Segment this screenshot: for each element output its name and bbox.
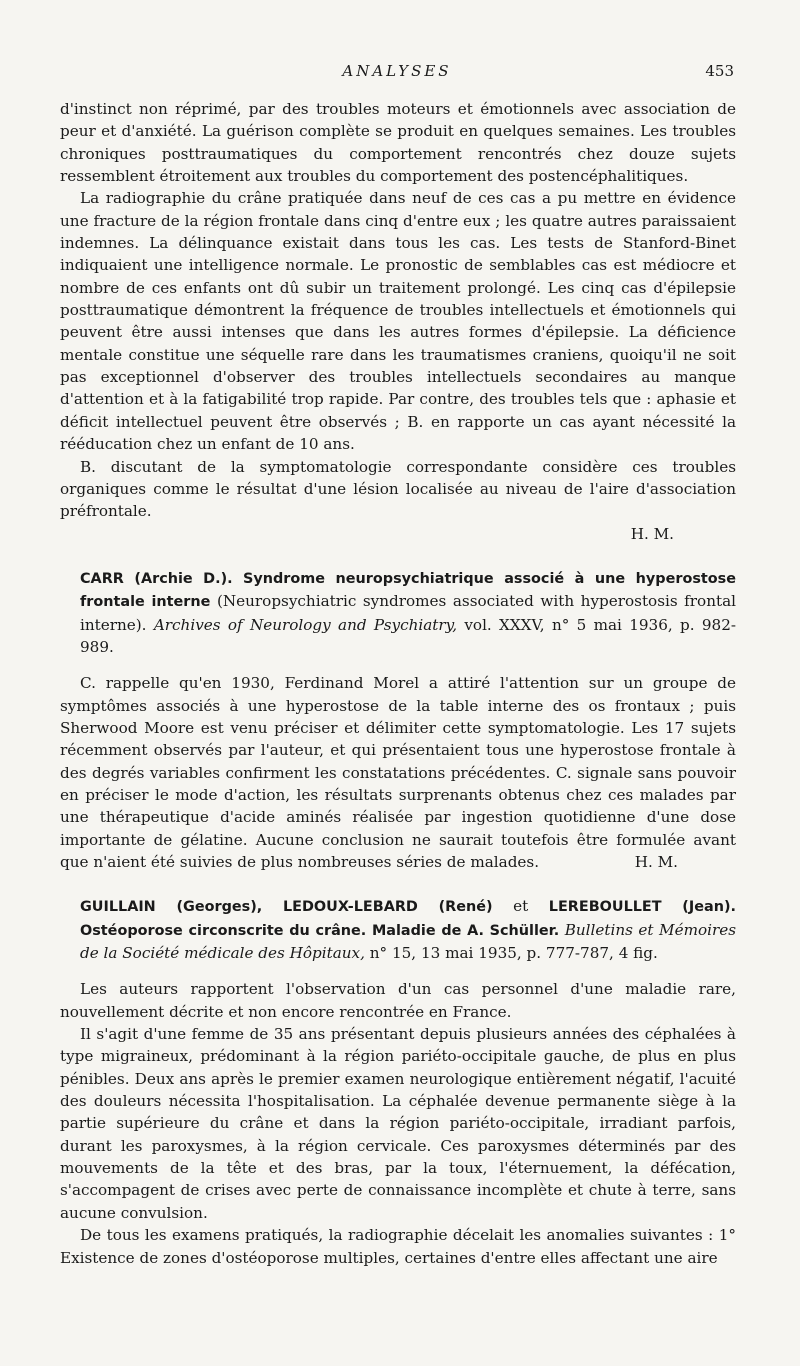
journal-details: vol. XXXV, n° 5 mai 1936, p. 982-989. (80, 615, 736, 656)
page-body (60, 98, 736, 1269)
paragraph: B. discutant de la symptomatologie correspondante considère ces troubles organiques comme le résultat d'une lésion localisée au niveau de l'aire d'association préfrontale. (60, 457, 736, 521)
spacer (60, 545, 736, 567)
journal-details: n° 15, 13 mai 1935, p. 777-787, 4 fig. (369, 944, 658, 963)
paragraph: d'instinct non réprimé, par des troubles moteurs et émotionnels avec association de peur et d'anxiété. La guérison complète se produit en quelques semaines. Les troubles chroniques posttraumatiques du comportement rencontrés chez douze sujets ressemblent étroitement aux troubles du comportement des postencéphalitiques. (60, 100, 736, 186)
paragraph: La radiographie du crâne pratiquée dans neuf de ces cas a pu mettre en évidence une fracture de la région frontale dans cinq d'entre eux ; les quatre autres paraissaient indemnes. La délinquance existait dans tous les cas. Les tests de Stanford-Binet indiquaient une intelligence normale. Le pronostic de semblables cas est médiocre et nombre de ces enfants ont dû subir un traitement prolongé. Les cinq cas d'épilepsie posttraumatique démontrent la fréquence de troubles intellectuels et émotionnels qui peuvent être aussi intenses que dans les autres formes d'épilepsie. La déficience mentale constitue une séquelle rare dans les traumatismes craniens, quoiqu'il ne soit pas exceptionnel d'observer des troubles intellectuels secondaires au manque d'attention et à la fatigabilité trop rapide. Par contre, des troubles tels que : aphasie et déficit intellectuel peuvent être observés ; B. en rapporte un cas ayant nécessité la rééducation chez un enfant de 10 ans. (60, 189, 736, 454)
article-reference (60, 895, 736, 964)
paragraph: C. rappelle qu'en 1930, Ferdinand Morel a attiré l'attention sur un groupe de symptômes associés à une hyperostose de la table interne des os frontaux ; puis Sherwood Moore est venu préciser et délimiter cette symptomatologie. Les 17 sujets récemment observés par l'auteur, et qui présentaient tous une hyperostose frontale à des degrés variables confirment les constatations précédentes. C. signale sans pouvoir en préciser le mode d'action, les résultats surprenants obtenus chez ces malades par une thérapeutique d'acide aminés réalisée par ingestion quotidienne d'une dose importante de gélatine. Aucune conclusion ne saurait toutefois être formulée avant que n'aient été suivies de plus nombreuses séries de malades. (60, 674, 736, 871)
page-header (60, 62, 734, 86)
journal-name: Bulletins et Mémoires de la Société médicale des Hôpitaux, (80, 920, 737, 963)
article-authors: GUILLAIN (Georges), LEDOUX-LEBARD (René) (80, 899, 493, 916)
spacer (60, 873, 736, 895)
article-reference (60, 567, 736, 658)
spacer (60, 658, 736, 672)
article-title: Syndrome neuropsychiatrique associé à une hyperostose frontale interne (80, 570, 737, 611)
paragraph: Les auteurs rapportent l'observation d'un cas personnel d'une maladie rare, nouvellement décrite et non encore rencontrée en France. (60, 980, 736, 1021)
paragraph: De tous les examens pratiqués, la radiographie décelait les anomalies suivantes : 1° Existence de zones d'ostéoporose multiples, certaines d'entre elles affectant une aire (60, 1226, 736, 1267)
article-title: Ostéoporose circonscrite du crâne. Maladie de A. Schüller. (80, 922, 560, 939)
spacer (60, 964, 736, 978)
paragraph: Il s'agit d'une femme de 35 ans présentant depuis plusieurs années des céphalées à type migraineux, prédominant à la région pariéto-occipitale gauche, de plus en plus pénibles. Deux ans après le premier examen neurologique entièrement négatif, l'acuité des douleurs nécessita l'hospitalisation. La céphalée devenue permanente siège à la partie supérieure du crâne et dans la région pariéto-occipitale, irradiant parfois, durant les paroxysmes, à la région cervicale. Ces paroxysmes déterminés par des mouvements de la tête et des bras, par la toux, l'éternuement, la défécation, s'accompagent de crises avec perte de connaissance incomplète et chute à terre, sans aucune convulsion. (60, 1025, 736, 1222)
article-author: CARR (Archie D.). (80, 570, 233, 587)
article-authors: LEREBOULLET (Jean). (548, 899, 736, 916)
article-translation: (Neuropsychiatric syndromes associated with hyperostosis frontal interne). (80, 592, 736, 634)
running-title: ANALYSES (342, 62, 452, 80)
article-authors-et: et (513, 897, 529, 916)
signature: H. M. (630, 524, 674, 543)
journal-name: Archives of Neurology and Psychiatry, (153, 615, 458, 634)
page-number: 453 (705, 62, 734, 80)
signature: H. M. (634, 853, 678, 871)
